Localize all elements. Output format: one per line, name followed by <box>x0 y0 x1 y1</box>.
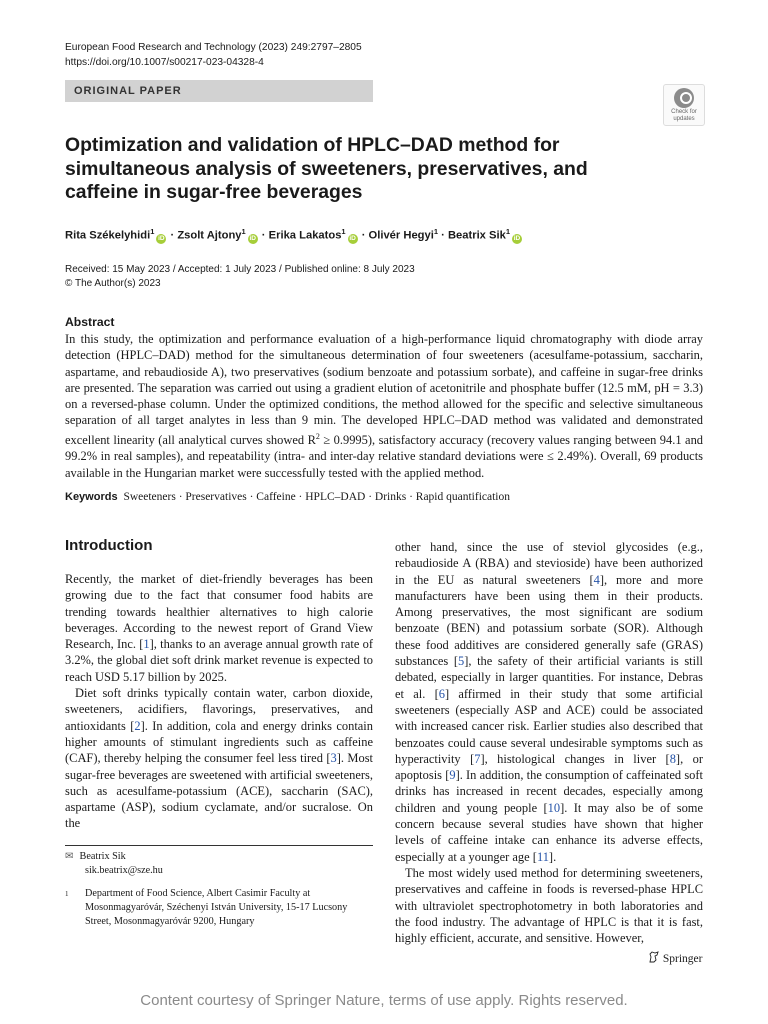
orcid-icon[interactable]: iD <box>513 234 521 242</box>
author-name[interactable]: Beatrix Sik <box>447 229 506 242</box>
paragraph <box>65 571 373 685</box>
affiliation-text: Department of Food Science, Albert Casimir Faculty at Mosonmagyaróvár, Széchenyi István University, 15-17 Lucsony Street, Mosonmagyaróvár 9200, Hungary <box>85 888 348 927</box>
paragraph <box>395 539 703 865</box>
author-name[interactable]: Zsolt Ajtony <box>177 229 242 242</box>
text-run: ]. In addition, cola and energy drinks contain higher amounts of stimulant ingredients such as caffeine (CAF), thereby helping the consumer feel less tired [ <box>65 718 373 766</box>
affiliation-number: 1 <box>65 890 69 898</box>
author-affiliation: 1 <box>341 227 346 236</box>
keywords-heading: Keywords <box>65 491 118 503</box>
author-affiliation: 1 <box>505 227 510 236</box>
text-run: other hand, since the use of steviol glycosides (e.g., rebaudioside A (RBA) and stevioside) have been authorized in the EU as natural sweeteners [ <box>395 540 703 587</box>
left-column <box>65 571 373 832</box>
doi-link[interactable]: https://doi.org/10.1007/s00217-023-04328-4 <box>65 57 264 68</box>
text-run: ], or apoptosis [ <box>395 751 703 783</box>
citation-link[interactable]: 4 <box>593 572 600 587</box>
author-affiliation: 1 <box>150 227 155 236</box>
author-name[interactable]: Olivér Hegyi <box>368 229 434 242</box>
check-for-updates-badge[interactable] <box>663 84 705 126</box>
keywords-list: Sweeteners · Preservatives · Caffeine · HPLC–DAD · Drinks · Rapid quantification <box>123 491 510 503</box>
dates-line: Received: 15 May 2023 / Accepted: 1 July 2023 / Published online: 8 July 2023 <box>65 264 415 275</box>
text-run: ], the safety of their artificial variants is still debated, especially in larger quantities. For instance, Debras et al. [ <box>395 654 703 701</box>
paragraph <box>65 685 373 832</box>
abstract-text-part: ≥ 0.9995), satisfactory accuracy (recovery values ranging between 94.1 and 99.2% in real samples), and repeatability (intra- and inter-day relative standard deviations were ≤ 2.49%). Overall, 69 products available in the Hungarian market were successfully tested with the applied method. <box>65 432 704 480</box>
introduction-heading: Introduction <box>65 537 153 554</box>
affiliation-footnote <box>65 887 373 929</box>
abstract-text <box>65 331 703 481</box>
text-run: ], histological changes in liver [ <box>480 751 670 766</box>
text-run: Recently, the market of diet-friendly beverages has been growing due to the fact that consumer food habits are trending towards healthier alternatives to high calorie beverages. According to the newest report of Grand View Research, Inc. [ <box>65 572 373 652</box>
check-updates-label-2: updates <box>673 116 695 122</box>
text-run: ]. In addition, the consumption of caffeinated soft drinks has increased in recent decades, especially among children and young people [ <box>395 768 703 815</box>
springer-horse-icon <box>648 951 660 963</box>
paragraph: The most widely used method for determining sweeteners, preservatives and caffeine in foods is reversed-phase HPLC with ultraviolet spectrophotometry in both laboratories and the food industry. The advantage of HPLC is that it is fast, highly efficient, accurate, and sensitive. However, <box>395 865 703 946</box>
orcid-icon[interactable]: iD <box>349 234 356 242</box>
citation-link[interactable]: 1 <box>143 637 150 652</box>
citation-link[interactable]: 10 <box>547 800 561 815</box>
citation-link[interactable]: 7 <box>474 751 481 766</box>
corresponding-email[interactable]: sik.beatrix@sze.hu <box>85 865 163 876</box>
abstract-superscript: 2 <box>315 431 320 441</box>
citation-link[interactable]: 2 <box>134 718 141 733</box>
article-type-banner: ORIGINAL PAPER <box>65 80 373 102</box>
citation-link[interactable]: 9 <box>449 768 456 783</box>
journal-citation <box>65 40 362 70</box>
citation-link[interactable]: 11 <box>536 849 549 864</box>
author-affiliation: 1 <box>433 227 439 236</box>
text-run: ], thanks to an average annual growth rate of 3.2%, the global diet soft drink market revenue is expected to reach USD 5.17 billion by 2025. <box>65 637 373 684</box>
publication-dates <box>65 263 415 291</box>
right-column <box>395 539 703 946</box>
text-run: ]. <box>548 849 557 864</box>
check-updates-icon <box>674 88 694 108</box>
corresponding-name: Beatrix Sik <box>79 851 126 862</box>
text-run: ]. It may also be of some concern because several studies have shown that higher levels of caffeine intake can enhance its adverse effects, especially at a younger age [ <box>395 800 703 864</box>
orcid-icon[interactable]: iD <box>249 234 256 242</box>
abstract-heading: Abstract <box>65 315 115 329</box>
text-run: Diet soft drinks typically contain water, carbon dioxide, sweeteners, acidifiers, flavorings, preservatives, and antioxidants [ <box>65 686 373 733</box>
citation-link[interactable]: 3 <box>330 751 337 766</box>
copyright-line: © The Author(s) 2023 <box>65 278 161 289</box>
author-affiliation: 1 <box>241 227 246 236</box>
citation-link[interactable]: 6 <box>438 686 445 701</box>
footnote-divider <box>65 845 373 846</box>
citation-link[interactable]: 8 <box>669 751 676 766</box>
orcid-icon[interactable]: iD <box>158 234 165 242</box>
journal-line: European Food Research and Technology (2023) 249:2797–2805 <box>65 42 362 53</box>
publisher-name: Springer <box>662 953 703 965</box>
check-updates-label-1: Check for <box>671 109 697 115</box>
courtesy-notice: Content courtesy of Springer Nature, terms of use apply. Rights reserved. <box>140 992 628 1009</box>
corresponding-author <box>65 850 163 878</box>
citation-link[interactable]: 5 <box>457 654 465 669</box>
paper-title: Optimization and validation of HPLC–DAD method for simultaneous analysis of sweeteners, preservatives, and caffeine in sugar-free beverages <box>65 134 588 203</box>
publisher-logo <box>648 951 702 965</box>
envelope-icon: ✉ <box>65 851 74 862</box>
text-run: ] affirmed in their study that some artificial sweeteners (especially ASP and ACE) could be associated with increased cancer risk. Earlier studies also described that benzoates could cause several undesirable symptoms such as hyperactivity [ <box>395 686 703 766</box>
author-list: Rita Székelyhidi$^1$iD · Zsolt Ajtony$^1$iD · Erika Lakatos$^1$iD · Olivér Hegyi$^1$ · Beatrix Sik$^1$iD <box>65 227 521 242</box>
text-run: ], more and more manufacturers have been using them in their products. Among preservatives, the most significant are sodium benzoate (BEN) and potassium sorbate (SOR). Although these food additives are considered generally safe (GRAS) substances [ <box>395 572 703 669</box>
abstract-text-part: In this study, the optimization and performance evaluation of a high-performance liquid chromatography with diode array detection (HPLC–DAD) method for the simultaneous determination of four sweeteners (acesulfame-potassium, saccharin, aspartame, and rebaudioside A), two preservatives (sodium benzoate and potassium sorbate), and caffeine in sugar-free drinks are presented. The separation was carried out using a gradient elution of acetonitrile and phosphate buffer (12.5 mM, pH = 3.3) on a reversed-phase column. Under the optimized conditions, the method allowed for the specific and selective simultaneous separation of all target analytes in less than 9 min. The developed HPLC–DAD method was validated and demonstrated excellent linearity (all analytical curves showed R <box>65 332 703 447</box>
author-name[interactable]: Rita Székelyhidi <box>65 229 151 242</box>
keywords <box>65 491 510 503</box>
text-run: ]. Most sugar-free beverages are sweetened with artificial sweeteners, such as acesulfame-potassium (ACE), saccharin (SAC), aspartame (ASP), sodium cyclamate, and/or sucralose. On the <box>65 751 374 831</box>
author-name[interactable]: Erika Lakatos <box>268 229 342 242</box>
